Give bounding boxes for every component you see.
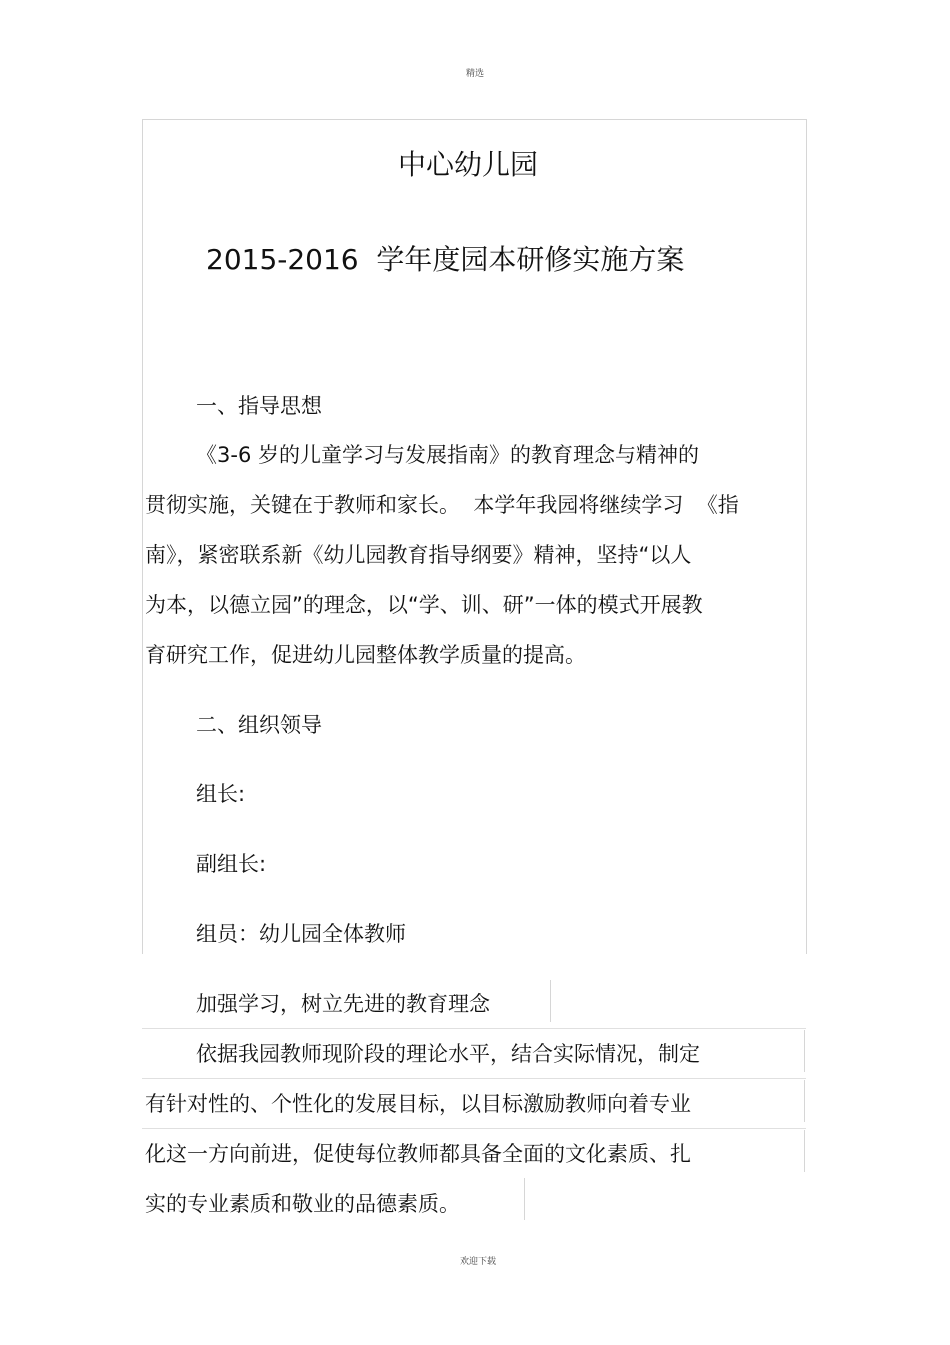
section-heading-learning: 加强学习，树立先进的教育理念 <box>196 992 490 1016</box>
divider-line <box>142 1078 806 1079</box>
page-frame-right <box>806 119 807 954</box>
paragraph-line: 有针对性的、个性化的发展目标，以目标激励教师向着专业 <box>145 1092 691 1116</box>
leader-label: 组长: <box>196 782 246 806</box>
paragraph-line: 育研究工作，促进幼儿园整体教学质量的提高。 <box>145 643 586 667</box>
members-label: 组员：幼儿园全体教师 <box>196 922 406 946</box>
vice-leader-label: 副组长: <box>196 852 267 876</box>
divider-line <box>804 1030 805 1072</box>
divider-line <box>142 1128 806 1129</box>
footer-mark: 欢迎下载 <box>460 1257 497 1267</box>
divider-line <box>524 1178 525 1220</box>
paragraph-line: 依据我园教师现阶段的理论水平，结合实际情况，制定 <box>196 1042 700 1066</box>
page-frame-left <box>142 119 143 954</box>
paragraph-line: 化这一方向前进，促使每位教师都具备全面的文化素质、扎 <box>145 1142 691 1166</box>
divider-line <box>550 980 551 1022</box>
document-title: 2015-2016 学年度园本研修实施方案 <box>206 243 685 276</box>
paragraph-line: 《3-6 岁的儿童学习与发展指南》的教育理念与精神的 <box>196 443 699 467</box>
divider-line <box>804 1080 805 1122</box>
paragraph-line: 实的专业素质和敬业的品德素质。 <box>145 1192 460 1216</box>
section-heading-guiding-ideology: 一、指导思想 <box>196 394 322 418</box>
page-title: 中心幼儿园 <box>398 148 539 181</box>
page-frame-top <box>142 119 807 120</box>
paragraph-line: 南》，紧密联系新《幼儿园教育指导纲要》精神，坚持“以人 <box>145 543 692 567</box>
header-mark: 精选 <box>466 69 485 79</box>
paragraph-line: 贯彻实施，关键在于教师和家长。 本学年我园将继续学习 《指 <box>145 493 739 517</box>
divider-line <box>804 1130 805 1172</box>
section-heading-organization: 二、组织领导 <box>196 713 322 737</box>
divider-line <box>142 1028 806 1029</box>
paragraph-line: 为本，以德立园”的理念，以“学、训、研”一体的模式开展教 <box>145 593 703 617</box>
